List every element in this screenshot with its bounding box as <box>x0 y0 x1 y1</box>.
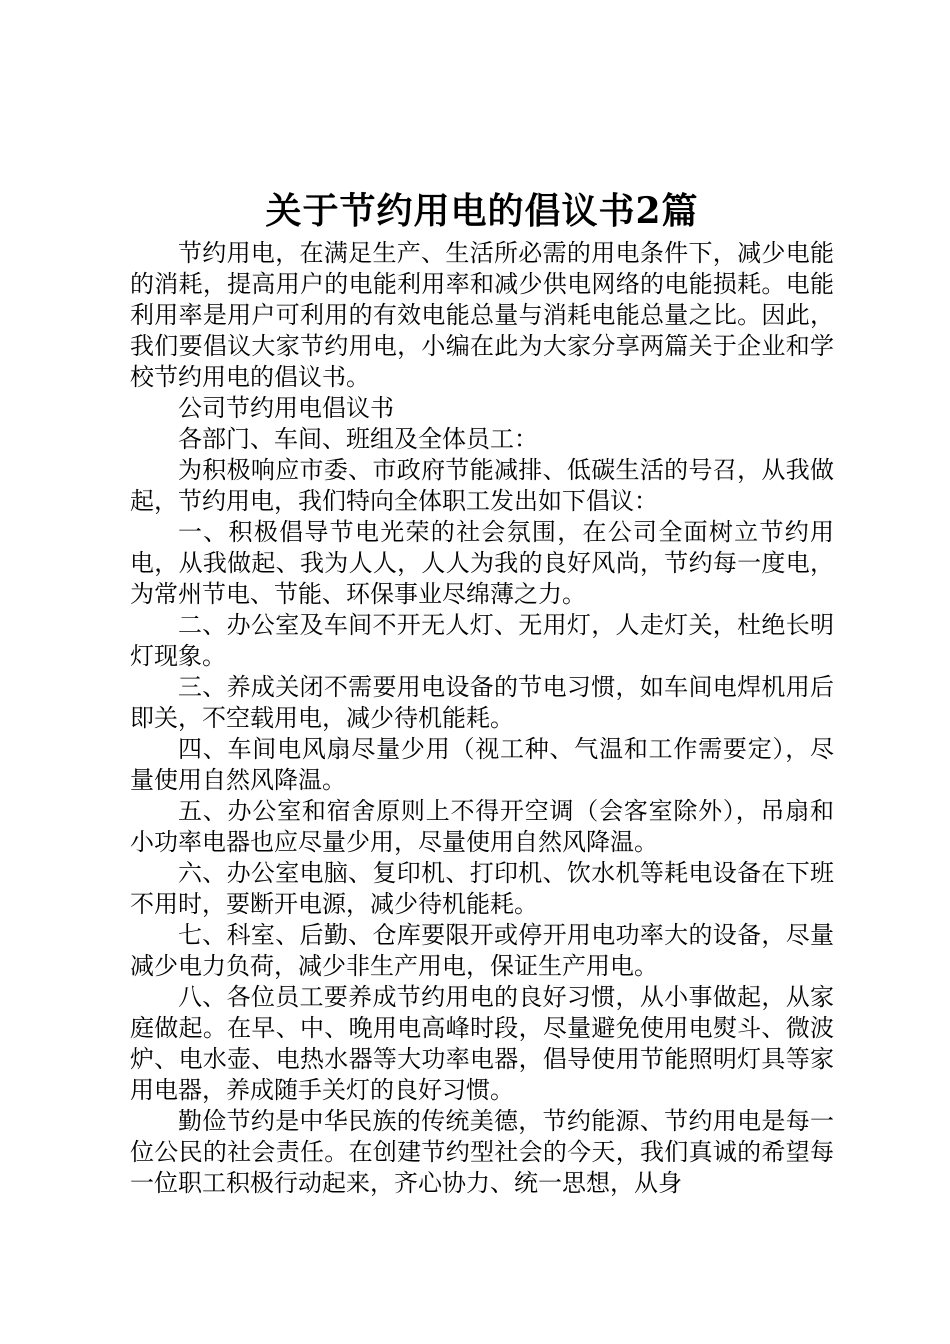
proposal-item-3: 三、养成关闭不需要用电设备的节电习惯，如车间电焊机用后即关，不空载用电，减少待机能耗。 <box>130 673 834 732</box>
closing-paragraph: 勤俭节约是中华民族的传统美德，节约能源、节约用电是每一位公民的社会责任。在创建节约型社会的今天，我们真诚的希望每一位职工积极行动起来，齐心协力、统一思想，从身 <box>130 1107 834 1197</box>
proposal-item-4: 四、车间电风扇尽量少用（视工种、气温和工作需要定），尽量使用自然风降温。 <box>130 735 834 794</box>
proposal-item-7: 七、科室、后勤、仓库要限开或停开用电功率大的设备，尽量减少电力负荷，减少非生产用电，保证生产用电。 <box>130 921 834 980</box>
salutation: 各部门、车间、班组及全体员工： <box>178 425 538 453</box>
intro-paragraph: 节约用电，在满足生产、生活所必需的用电条件下，减少电能的消耗，提高用户的电能利用率和减少供电网络的电能损耗。电能利用率是用户可利用的有效电能总量与消耗电能总量之比。因此，我们要倡议大家节约用电，小编在此为大家分享两篇关于企业和学校节约用电的倡议书。 <box>130 239 834 391</box>
proposal-item-8: 八、各位员工要养成节约用电的良好习惯，从小事做起，从家庭做起。在早、中、晚用电高峰时段，尽量避免使用电熨斗、微波炉、电水壶、电热水器等大功率电器，倡导使用节能照明灯具等家用电器，养成随手关灯的良好习惯。 <box>130 983 834 1104</box>
document-page <box>130 188 834 1199</box>
proposal-item-1: 一、积极倡导节电光荣的社会氛围，在公司全面树立节约用电，从我做起、我为人人，人人为我的良好风尚，节约每一度电，为常州节电、节能、环保事业尽绵薄之力。 <box>130 518 834 608</box>
document-title: 关于节约用电的倡议书2篇 <box>265 190 699 232</box>
proposal-item-6: 六、办公室电脑、复印机、打印机、饮水机等耗电设备在下班不用时，要断开电源，减少待机能耗。 <box>130 859 834 918</box>
proposal-item-2: 二、办公室及车间不开无人灯、无用灯，人走灯关，杜绝长明灯现象。 <box>130 611 834 670</box>
letter-heading: 公司节约用电倡议书 <box>178 394 394 422</box>
call-paragraph: 为积极响应市委、市政府节能减排、低碳生活的号召，从我做起，节约用电，我们特向全体职工发出如下倡议： <box>130 456 834 515</box>
proposal-item-5: 五、办公室和宿舍原则上不得开空调（会客室除外），吊扇和小功率电器也应尽量少用，尽量使用自然风降温。 <box>130 797 834 856</box>
